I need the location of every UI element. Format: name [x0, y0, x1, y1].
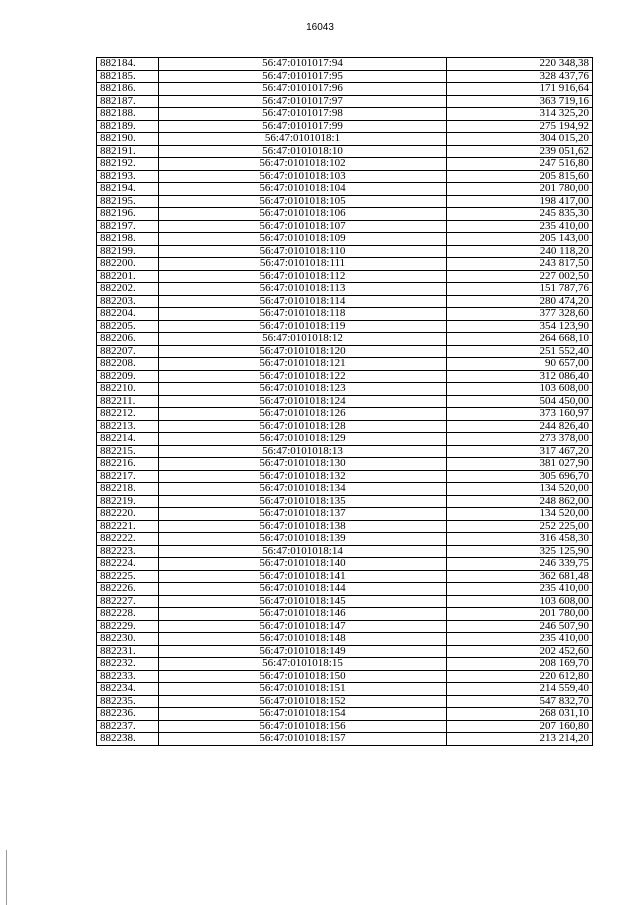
- row-number-cell: 882223.: [97, 545, 159, 558]
- cadastral-number-cell: 56:47:0101018:146: [159, 608, 447, 621]
- table-row: [97, 520, 593, 533]
- table-row: [97, 633, 593, 646]
- row-number-cell: 882214.: [97, 433, 159, 446]
- table-row: [97, 120, 593, 133]
- cadastral-number-cell: 56:47:0101018:106: [159, 208, 447, 221]
- cadastral-number-cell: 56:47:0101018:137: [159, 508, 447, 521]
- cadastral-number-cell: 56:47:0101018:150: [159, 670, 447, 683]
- cadastral-number-cell: 56:47:0101018:124: [159, 395, 447, 408]
- row-number-cell: 882232.: [97, 658, 159, 671]
- cadastral-number-cell: 56:47:0101018:156: [159, 720, 447, 733]
- cadastral-number-cell: 56:47:0101018:139: [159, 533, 447, 546]
- row-number-cell: 882234.: [97, 683, 159, 696]
- cadastral-number-cell: 56:47:0101017:97: [159, 95, 447, 108]
- cadastral-number-cell: 56:47:0101018:148: [159, 633, 447, 646]
- cadastral-number-cell: 56:47:0101018:138: [159, 520, 447, 533]
- row-number-cell: 882225.: [97, 570, 159, 583]
- row-number-cell: 882235.: [97, 695, 159, 708]
- table-row: [97, 645, 593, 658]
- table-row: [97, 433, 593, 446]
- cadastral-value-cell: 325 125,90: [447, 545, 593, 558]
- row-number-cell: 882207.: [97, 345, 159, 358]
- row-number-cell: 882236.: [97, 708, 159, 721]
- cadastral-value-cell: 205 815,60: [447, 170, 593, 183]
- cadastral-value-cell: 213 214,20: [447, 733, 593, 746]
- row-number-cell: 882206.: [97, 333, 159, 346]
- cadastral-number-cell: 56:47:0101018:121: [159, 358, 447, 371]
- row-number-cell: 882188.: [97, 108, 159, 121]
- table-row: [97, 533, 593, 546]
- cadastral-value-cell: 134 520,00: [447, 483, 593, 496]
- cadastral-value-cell: 103 608,00: [447, 383, 593, 396]
- cadastral-value-cell: 363 719,16: [447, 95, 593, 108]
- table-row: [97, 695, 593, 708]
- table-row: [97, 333, 593, 346]
- cadastral-number-cell: 56:47:0101018:14: [159, 545, 447, 558]
- table-row: [97, 170, 593, 183]
- row-number-cell: 882222.: [97, 533, 159, 546]
- table-row: [97, 583, 593, 596]
- cadastral-number-cell: 56:47:0101018:113: [159, 283, 447, 296]
- table-row: [97, 558, 593, 571]
- row-number-cell: 882208.: [97, 358, 159, 371]
- row-number-cell: 882191.: [97, 145, 159, 158]
- table-row: [97, 383, 593, 396]
- row-number-cell: 882219.: [97, 495, 159, 508]
- table-row: [97, 458, 593, 471]
- cadastral-number-cell: 56:47:0101018:120: [159, 345, 447, 358]
- row-number-cell: 882230.: [97, 633, 159, 646]
- cadastral-value-cell: 201 780,00: [447, 608, 593, 621]
- cadastral-number-cell: 56:47:0101018:128: [159, 420, 447, 433]
- cadastral-value-cell: 201 780,00: [447, 183, 593, 196]
- row-number-cell: 882187.: [97, 95, 159, 108]
- row-number-cell: 882189.: [97, 120, 159, 133]
- cadastral-value-cell: 171 916,64: [447, 83, 593, 96]
- cadastral-value-cell: 504 450,00: [447, 395, 593, 408]
- cadastral-number-cell: 56:47:0101018:12: [159, 333, 447, 346]
- cadastral-number-cell: 56:47:0101018:123: [159, 383, 447, 396]
- page-number: 16043: [306, 22, 334, 33]
- cadastral-number-cell: 56:47:0101017:98: [159, 108, 447, 121]
- cadastral-value-cell: 316 458,30: [447, 533, 593, 546]
- cadastral-number-cell: 56:47:0101018:1: [159, 133, 447, 146]
- table-row: [97, 295, 593, 308]
- cadastral-number-cell: 56:47:0101017:96: [159, 83, 447, 96]
- cadastral-number-cell: 56:47:0101018:130: [159, 458, 447, 471]
- cadastral-number-cell: 56:47:0101017:95: [159, 70, 447, 83]
- row-number-cell: 882200.: [97, 258, 159, 271]
- table-row: [97, 258, 593, 271]
- row-number-cell: 882203.: [97, 295, 159, 308]
- cadastral-number-cell: 56:47:0101018:114: [159, 295, 447, 308]
- cadastral-value-cell: 90 657,00: [447, 358, 593, 371]
- cadastral-value-cell: 214 559,40: [447, 683, 593, 696]
- row-number-cell: 882204.: [97, 308, 159, 321]
- table-row: [97, 670, 593, 683]
- cadastral-number-cell: 56:47:0101018:104: [159, 183, 447, 196]
- table-row: [97, 708, 593, 721]
- table-row: [97, 320, 593, 333]
- row-number-cell: 882228.: [97, 608, 159, 621]
- table-row: [97, 470, 593, 483]
- table-row: [97, 420, 593, 433]
- cadastral-number-cell: 56:47:0101018:119: [159, 320, 447, 333]
- table-row: [97, 195, 593, 208]
- row-number-cell: 882233.: [97, 670, 159, 683]
- cadastral-value-cell: 362 681,48: [447, 570, 593, 583]
- table-row: [97, 683, 593, 696]
- table-row: [97, 658, 593, 671]
- cadastral-number-cell: 56:47:0101018:147: [159, 620, 447, 633]
- cadastral-number-cell: 56:47:0101018:140: [159, 558, 447, 571]
- row-number-cell: 882227.: [97, 595, 159, 608]
- cadastral-value-cell: 328 437,76: [447, 70, 593, 83]
- cadastral-value-cell: 235 410,00: [447, 220, 593, 233]
- table-row: [97, 358, 593, 371]
- cadastral-number-cell: 56:47:0101018:107: [159, 220, 447, 233]
- row-number-cell: 882237.: [97, 720, 159, 733]
- table-row: [97, 220, 593, 233]
- cadastral-number-cell: 56:47:0101018:134: [159, 483, 447, 496]
- table-row: [97, 95, 593, 108]
- cadastral-number-cell: 56:47:0101018:135: [159, 495, 447, 508]
- cadastral-value-cell: 243 817,50: [447, 258, 593, 271]
- cadastral-value-cell: 240 118,20: [447, 245, 593, 258]
- row-number-cell: 882226.: [97, 583, 159, 596]
- row-number-cell: 882210.: [97, 383, 159, 396]
- row-number-cell: 882217.: [97, 470, 159, 483]
- cadastral-number-cell: 56:47:0101018:145: [159, 595, 447, 608]
- cadastral-value-cell: 312 086,40: [447, 370, 593, 383]
- cadastral-value-cell: 244 826,40: [447, 420, 593, 433]
- row-number-cell: 882212.: [97, 408, 159, 421]
- table-body: [97, 58, 593, 746]
- cadastral-value-cell: 264 668,10: [447, 333, 593, 346]
- cadastral-number-cell: 56:47:0101018:118: [159, 308, 447, 321]
- cadastral-number-cell: 56:47:0101018:13: [159, 445, 447, 458]
- row-number-cell: 882184.: [97, 58, 159, 71]
- cadastral-value-cell: 275 194,92: [447, 120, 593, 133]
- table-row: [97, 308, 593, 321]
- row-number-cell: 882197.: [97, 220, 159, 233]
- table-row: [97, 608, 593, 621]
- cadastral-number-cell: 56:47:0101018:157: [159, 733, 447, 746]
- cadastral-number-cell: 56:47:0101018:144: [159, 583, 447, 596]
- cadastral-value-cell: 268 031,10: [447, 708, 593, 721]
- cadastral-value-cell: 235 410,00: [447, 583, 593, 596]
- table-row: [97, 408, 593, 421]
- row-number-cell: 882185.: [97, 70, 159, 83]
- row-number-cell: 882209.: [97, 370, 159, 383]
- cadastral-value-cell: 547 832,70: [447, 695, 593, 708]
- table-row: [97, 245, 593, 258]
- cadastral-value-cell: 251 552,40: [447, 345, 593, 358]
- table-row: [97, 145, 593, 158]
- table-row: [97, 508, 593, 521]
- cadastral-number-cell: 56:47:0101018:122: [159, 370, 447, 383]
- table-row: [97, 370, 593, 383]
- cadastral-number-cell: 56:47:0101018:152: [159, 695, 447, 708]
- row-number-cell: 882218.: [97, 483, 159, 496]
- cadastral-value-cell: 235 410,00: [447, 633, 593, 646]
- cadastral-value-cell: 245 835,30: [447, 208, 593, 221]
- cadastral-value-cell: 314 325,20: [447, 108, 593, 121]
- table-row: [97, 133, 593, 146]
- row-number-cell: 882190.: [97, 133, 159, 146]
- cadastral-number-cell: 56:47:0101018:129: [159, 433, 447, 446]
- cadastral-number-cell: 56:47:0101018:105: [159, 195, 447, 208]
- cadastral-value-cell: 317 467,20: [447, 445, 593, 458]
- cadastral-value-table: [96, 57, 593, 746]
- table-row: [97, 483, 593, 496]
- table-row: [97, 108, 593, 121]
- row-number-cell: 882238.: [97, 733, 159, 746]
- cadastral-number-cell: 56:47:0101018:126: [159, 408, 447, 421]
- row-number-cell: 882186.: [97, 83, 159, 96]
- row-number-cell: 882215.: [97, 445, 159, 458]
- cadastral-value-cell: 220 612,80: [447, 670, 593, 683]
- cadastral-value-cell: 280 474,20: [447, 295, 593, 308]
- row-number-cell: 882213.: [97, 420, 159, 433]
- cadastral-value-cell: 239 051,62: [447, 145, 593, 158]
- table-row: [97, 495, 593, 508]
- cadastral-value-cell: 354 123,90: [447, 320, 593, 333]
- table-row: [97, 158, 593, 171]
- table-row: [97, 233, 593, 246]
- cadastral-number-cell: 56:47:0101018:109: [159, 233, 447, 246]
- cadastral-number-cell: 56:47:0101017:99: [159, 120, 447, 133]
- cadastral-number-cell: 56:47:0101018:141: [159, 570, 447, 583]
- table-row: [97, 345, 593, 358]
- row-number-cell: 882196.: [97, 208, 159, 221]
- cadastral-value-cell: 227 002,50: [447, 270, 593, 283]
- table-row: [97, 570, 593, 583]
- cadastral-value-cell: 246 507,90: [447, 620, 593, 633]
- cadastral-value-cell: 205 143,00: [447, 233, 593, 246]
- cadastral-value-cell: 151 787,76: [447, 283, 593, 296]
- row-number-cell: 882193.: [97, 170, 159, 183]
- cadastral-number-cell: 56:47:0101017:94: [159, 58, 447, 71]
- cadastral-value-cell: 246 339,75: [447, 558, 593, 571]
- row-number-cell: 882199.: [97, 245, 159, 258]
- table-row: [97, 70, 593, 83]
- cadastral-number-cell: 56:47:0101018:149: [159, 645, 447, 658]
- row-number-cell: 882195.: [97, 195, 159, 208]
- row-number-cell: 882220.: [97, 508, 159, 521]
- row-number-cell: 882202.: [97, 283, 159, 296]
- cadastral-value-cell: 207 160,80: [447, 720, 593, 733]
- cadastral-number-cell: 56:47:0101018:102: [159, 158, 447, 171]
- table-row: [97, 545, 593, 558]
- table-row: [97, 58, 593, 71]
- table-row: [97, 208, 593, 221]
- table-row: [97, 595, 593, 608]
- cadastral-number-cell: 56:47:0101018:151: [159, 683, 447, 696]
- cadastral-value-cell: 305 696,70: [447, 470, 593, 483]
- row-number-cell: 882216.: [97, 458, 159, 471]
- cadastral-value-cell: 248 862,00: [447, 495, 593, 508]
- table-row: [97, 183, 593, 196]
- row-number-cell: 882211.: [97, 395, 159, 408]
- cadastral-value-cell: 381 027,90: [447, 458, 593, 471]
- cadastral-value-cell: 134 520,00: [447, 508, 593, 521]
- row-number-cell: 882229.: [97, 620, 159, 633]
- row-number-cell: 882231.: [97, 645, 159, 658]
- cadastral-value-cell: 103 608,00: [447, 595, 593, 608]
- table-row: [97, 733, 593, 746]
- cadastral-number-cell: 56:47:0101018:112: [159, 270, 447, 283]
- cadastral-number-cell: 56:47:0101018:15: [159, 658, 447, 671]
- cadastral-value-cell: 208 169,70: [447, 658, 593, 671]
- cadastral-value-cell: 247 516,80: [447, 158, 593, 171]
- cadastral-value-cell: 304 015,20: [447, 133, 593, 146]
- row-number-cell: 882192.: [97, 158, 159, 171]
- table-row: [97, 445, 593, 458]
- cadastral-number-cell: 56:47:0101018:111: [159, 258, 447, 271]
- table-row: [97, 620, 593, 633]
- cadastral-value-cell: 220 348,38: [447, 58, 593, 71]
- row-number-cell: 882198.: [97, 233, 159, 246]
- cadastral-number-cell: 56:47:0101018:103: [159, 170, 447, 183]
- row-number-cell: 882221.: [97, 520, 159, 533]
- cadastral-number-cell: 56:47:0101018:154: [159, 708, 447, 721]
- table-row: [97, 395, 593, 408]
- row-number-cell: 882194.: [97, 183, 159, 196]
- cadastral-value-cell: 273 378,00: [447, 433, 593, 446]
- row-number-cell: 882205.: [97, 320, 159, 333]
- table-row: [97, 83, 593, 96]
- cadastral-number-cell: 56:47:0101018:10: [159, 145, 447, 158]
- table-row: [97, 270, 593, 283]
- cadastral-value-cell: 377 328,60: [447, 308, 593, 321]
- cadastral-value-cell: 373 160,97: [447, 408, 593, 421]
- cadastral-value-cell: 202 452,60: [447, 645, 593, 658]
- row-number-cell: 882224.: [97, 558, 159, 571]
- table-row: [97, 283, 593, 296]
- table-row: [97, 720, 593, 733]
- margin-line: [6, 850, 7, 905]
- row-number-cell: 882201.: [97, 270, 159, 283]
- cadastral-value-cell: 252 225,00: [447, 520, 593, 533]
- cadastral-number-cell: 56:47:0101018:110: [159, 245, 447, 258]
- cadastral-value-cell: 198 417,00: [447, 195, 593, 208]
- cadastral-number-cell: 56:47:0101018:132: [159, 470, 447, 483]
